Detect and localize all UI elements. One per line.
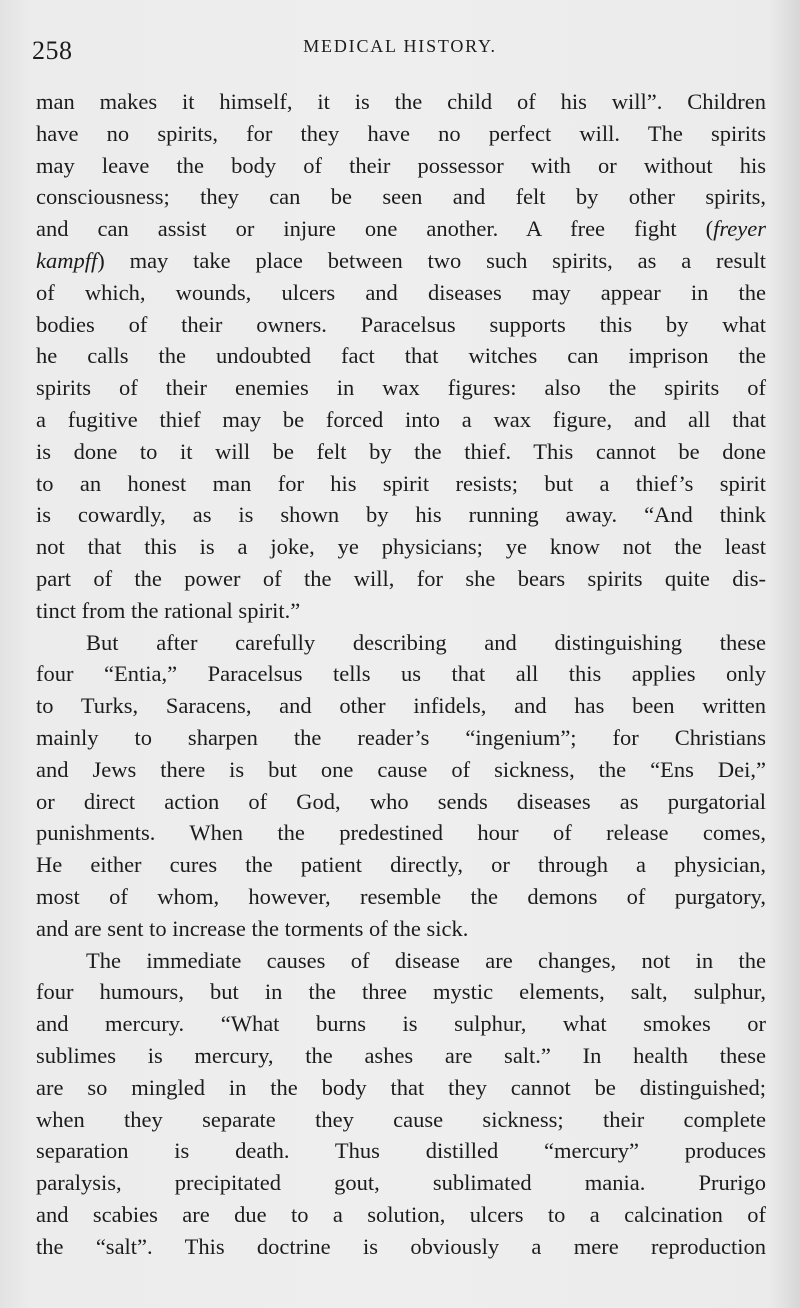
text-line: is cowardly, as is shown by his running away. “And think [36, 502, 766, 528]
text-line: of which, wounds, ulcers and diseases may appear in the [36, 279, 766, 305]
text-line: the “salt”. This doctrine is obviously a mere reproduction [36, 1233, 766, 1259]
text-line: man makes it himself, it is the child of his will”. Children [36, 89, 766, 114]
italic-term: kampff [36, 247, 98, 273]
text-line: tinct from the rational spirit.” [36, 597, 301, 623]
text-line: most of whom, however, resemble the demons of purgatory, [36, 883, 766, 909]
text-line: may leave the body of their possessor with or without his [36, 152, 766, 178]
text-line: bodies of their owners. Paracelsus supports this by what [36, 311, 766, 337]
text-line: to an honest man for his spirit resists; but a thief’s spirit [36, 470, 766, 496]
text-line: But after carefully describing and distinguishing these [86, 629, 766, 655]
text-line: and can assist or injure one another. A free fight (freyer [36, 216, 766, 242]
text-line: The immediate causes of disease are changes, not in the [86, 947, 766, 973]
text-line: to Turks, Saracens, and other infidels, and has been written [36, 693, 766, 719]
text-line: part of the power of the will, for she bears spirits quite dis- [36, 565, 766, 591]
text-line: and are sent to increase the torments of the sick. [36, 915, 469, 941]
text-line: punishments. When the predestined hour of release comes, [36, 820, 766, 846]
text-line: are so mingled in the body that they cannot be distinguished; [36, 1074, 766, 1100]
text-line: spirits of their enemies in wax figures: also the spirits of [36, 375, 766, 401]
text-line: paralysis, precipitated gout, sublimated mania. Prurigo [36, 1170, 766, 1196]
text-line: mainly to sharpen the reader’s “ingenium”; for Christians [36, 724, 766, 750]
text-line: and mercury. “What burns is sulphur, what smokes or [36, 1011, 766, 1037]
text-line: four humours, but in the three mystic elements, salt, sulphur, [36, 979, 766, 1005]
text-line: sublimes is mercury, the ashes are salt.” In health these [36, 1042, 766, 1068]
text-line: and scabies are due to a solution, ulcers to a calcination of [36, 1201, 766, 1227]
text-line: a fugitive thief may be forced into a wax figure, and all that [36, 406, 766, 432]
text-line: when they separate they cause sickness; their complete [36, 1106, 766, 1132]
text-line: He either cures the patient directly, or through a physician, [36, 852, 766, 878]
body-text [36, 86, 766, 1262]
text-line: not that this is a joke, ye physicians; ye know not the least [36, 534, 766, 560]
page-header [0, 30, 800, 66]
italic-term: freyer [713, 216, 766, 242]
text-line: he calls the undoubted fact that witches can imprison the [36, 343, 766, 369]
text-line: four “Entia,” Paracelsus tells us that all this applies only [36, 661, 766, 687]
text-line: or direct action of God, who sends diseases as purgatorial [36, 788, 766, 814]
text-line: kampff) may take place between two such spirits, as a result [36, 247, 766, 273]
text-line: is done to it will be felt by the thief. This cannot be done [36, 438, 766, 464]
text-line: consciousness; they can be seen and felt by other spirits, [36, 184, 766, 210]
text-line: separation is death. Thus distilled “mercury” produces [36, 1138, 766, 1164]
running-title: MEDICAL HISTORY. [303, 36, 497, 56]
page-number: 258 [32, 36, 73, 65]
text-line: have no spirits, for they have no perfect will. The spirits [36, 120, 766, 146]
text-line: and Jews there is but one cause of sickness, the “Ens Dei,” [36, 756, 766, 782]
